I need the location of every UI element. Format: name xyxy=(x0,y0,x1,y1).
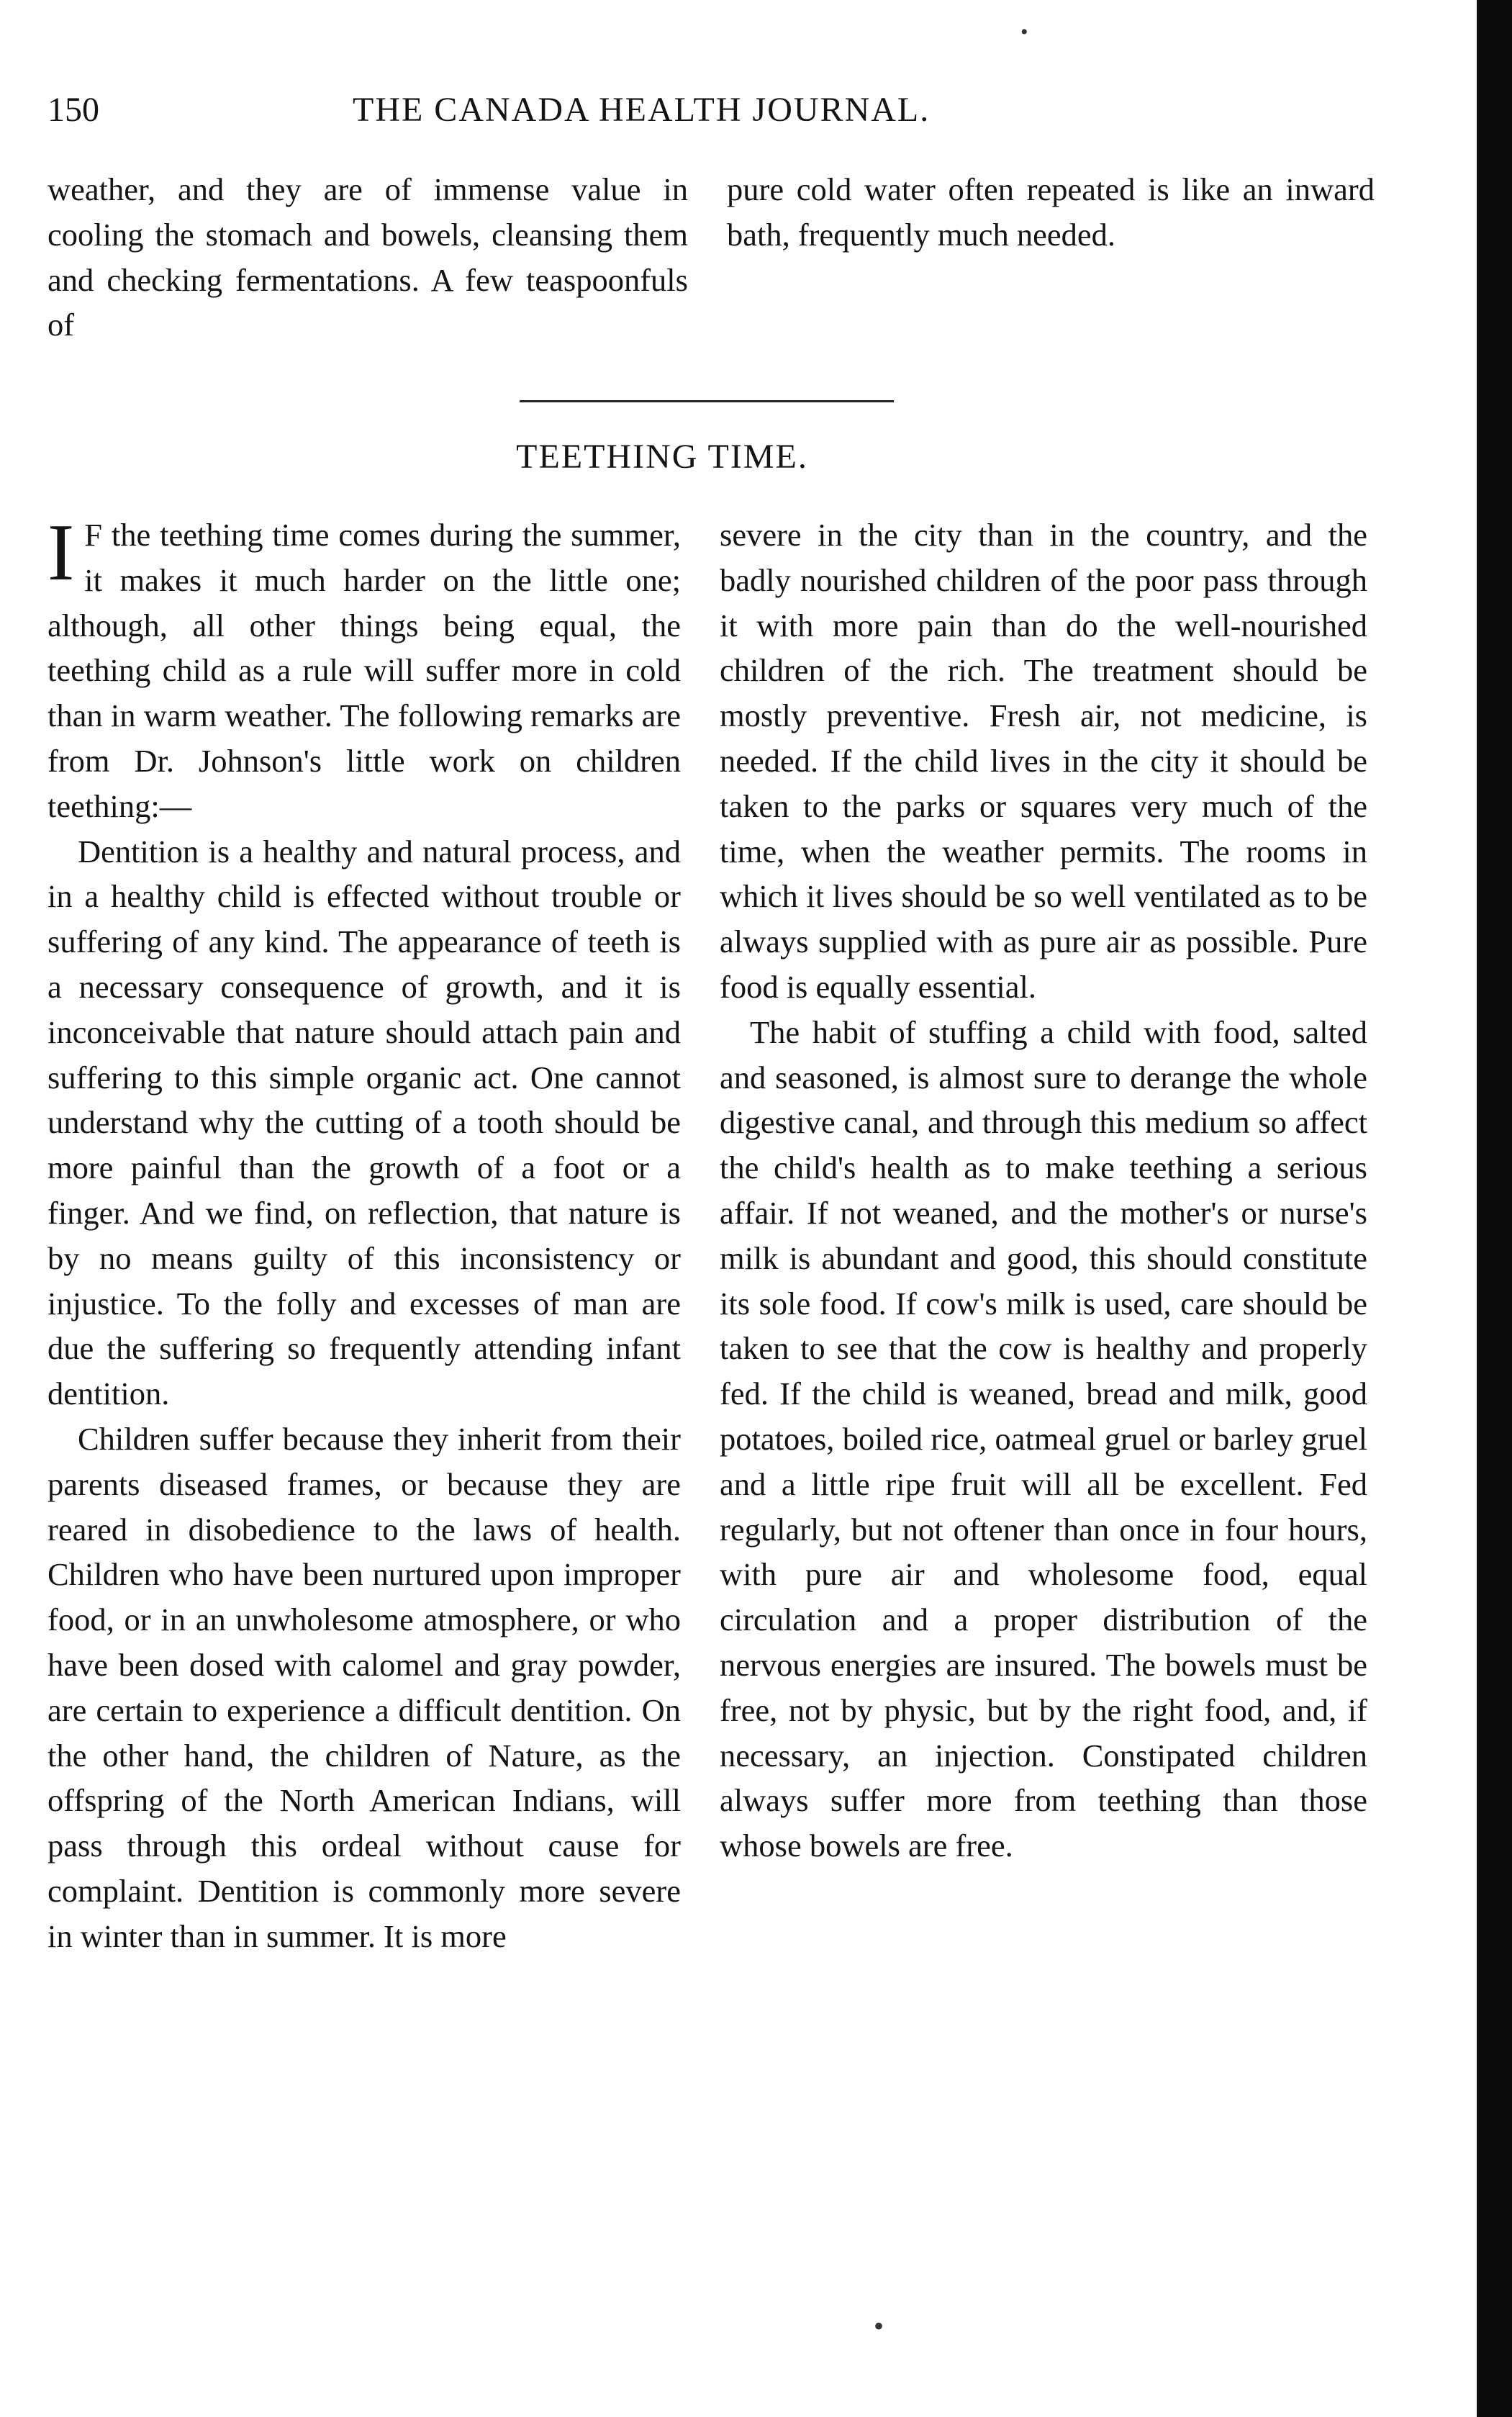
article-column-right xyxy=(720,512,1367,1869)
scan-border xyxy=(1477,0,1512,2417)
continued-paragraph-left: weather, and they are of immense value in cooling the stomach and bowels, cleansing them and checking fermentations. A few teaspoonfuls of xyxy=(47,171,688,343)
ink-speck: • xyxy=(874,2310,884,2342)
article-column-left xyxy=(47,508,681,1959)
ink-speck: • xyxy=(1020,20,1028,44)
article-title: TEETHING TIME. xyxy=(516,438,808,476)
article-paragraph-3: Children suffer because they inherit from their parents diseased frames, or because they are reared in disobedience to the laws of health. Children who have been nurtured upon improper food, or in an unwholesome atmosphere, or who have been dosed with calomel and gray powder, are certain to experience a difficult dentition. On the other hand, the children of Nature, as the offspring of the North American Indians, will pass through this ordeal without cause for complaint. Dentition is commonly more severe in winter than in summer. It is more xyxy=(47,1420,681,1954)
paragraph-1-text: F the teething time comes during the summer, it makes it much harder on the little one; although, all other things being equal, the teething child as a rule will suffer more in cold than in warm weather. The following remarks are from Dr. Johnson's little work on children teething:— xyxy=(47,517,681,824)
article-paragraph-5: The habit of stuffing a child with food, salted and seasoned, is almost sure to derange the whole digestive canal, and through this medium so affect the child's health as to make teething a serious affair. If not weaned, and the mother's or nurse's milk is abundant and good, this should constitute its sole food. If cow's milk is used, care should be taken to see that the cow is healthy and properly fed. If the child is weaned, bread and milk, good potatoes, boiled rice, oatmeal gruel or barley gruel and a little ripe fruit will all be excellent. Fed regularly, but not oftener than once in four hours, with pure air and wholesome food, equal circulation and a proper distribution of the nervous energies are insured. The bowels must be free, not by physic, but by the right food, and, if necessary, an injection. Constipated children always suffer more from teething than those whose bowels are free. xyxy=(720,1013,1367,1864)
article-paragraph-4: severe in the city than in the country, and the badly nourished children of the poor pass through it with more pain than do the well-nourished children of the rich. The treatment should be mostly preventive. Fresh air, not medicine, is needed. If the child lives in the city it should be taken to the parks or squares very much of the time, when the weather permits. The rooms in which it lives should be so well ventilated as to be always supplied with as pure air as possible. Pure food is equally essential. xyxy=(720,517,1367,1005)
drop-cap: I xyxy=(47,508,75,597)
section-divider xyxy=(520,400,894,402)
running-head: THE CANADA HEALTH JOURNAL. xyxy=(353,91,931,129)
page-header xyxy=(43,85,1065,143)
continued-paragraph-right: pure cold water often repeated is like an inward bath, frequently much needed. xyxy=(727,171,1375,253)
continued-text-left xyxy=(47,167,688,348)
continued-text-right xyxy=(727,167,1375,258)
page-number: 150 xyxy=(47,91,99,129)
article-paragraph-1 xyxy=(47,508,681,829)
article-paragraph-2: Dentition is a healthy and natural process, and in a healthy child is effected without trouble or suffering of any kind. The appearance of teeth is a necessary consequence of growth, and it is inconceivable that nature should attach pain and suffering to this simple organic act. One cannot understand why the cutting of a tooth should be more painful than the growth of a foot or a finger. And we find, on reflection, that nature is by no means guilty of this inconsistency or injustice. To the folly and excesses of man are due the suffering so frequently attending infant dentition. xyxy=(47,833,681,1412)
